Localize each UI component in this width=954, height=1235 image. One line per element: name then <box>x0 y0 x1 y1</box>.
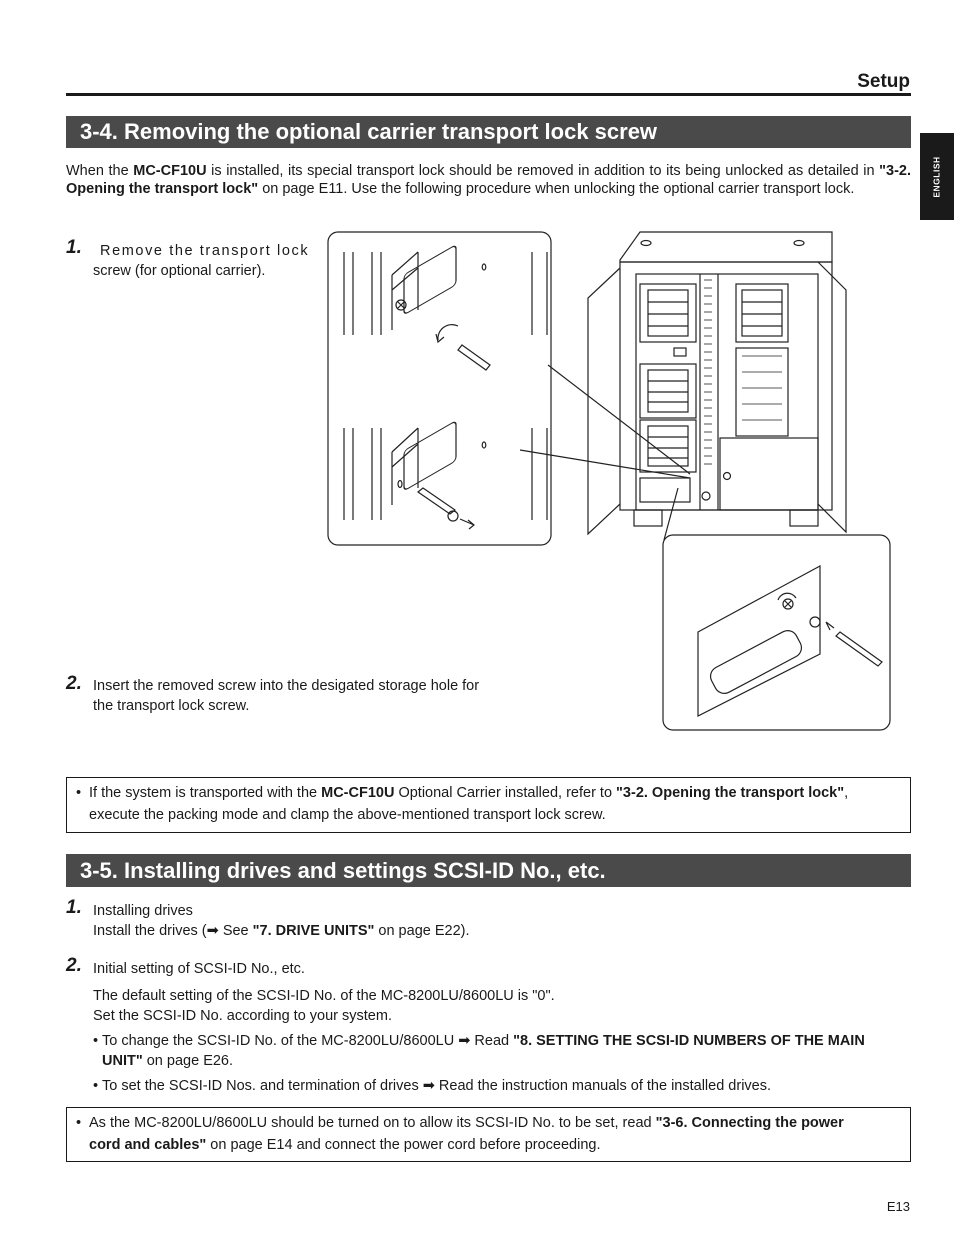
note-box-power: • As the MC-8200LU/8600LU should be turned on to allow its SCSI-ID No. to be set, read "3-6. Connecting the power cord and cables" on page E14 and connect the power cord before proceeding. <box>66 1107 911 1162</box>
s2-bullet-1-line2: UNIT" on page E26. <box>102 1053 234 1069</box>
step-2-text-line1: Insert the removed screw into the desigated storage hole for <box>93 678 480 694</box>
step-1-number: 1. <box>66 237 82 258</box>
s2-step-1-number: 1. <box>66 897 82 918</box>
note-1-line2: execute the packing mode and clamp the above-mentioned transport lock screw. <box>89 807 606 824</box>
note-2-line1: As the MC-8200LU/8600LU should be turned on to allow its SCSI-ID No. to be set, read "3-6. Connecting the power <box>89 1115 844 1131</box>
page-number: E13 <box>886 1199 910 1214</box>
detail-box-remove-screw <box>328 232 551 545</box>
left-door <box>588 268 620 534</box>
arrow-right-icon: ➡ <box>206 923 219 939</box>
s2-bullet-2-marker: • <box>93 1078 99 1094</box>
language-tab-label: ENGLISH <box>931 155 942 198</box>
s2-step-2-number: 2. <box>66 955 82 976</box>
note-1-line1: If the system is transported with the MC-CF10U Optional Carrier installed, refer to "3-2. Opening the transport lock", <box>89 785 849 801</box>
s2-step-1-detail: Install the drives (➡ See "7. DRIVE UNITS" on page E22). <box>93 923 470 939</box>
s2-bullet-1-line1: To change the SCSI-ID No. of the MC-8200LU/8600LU ➡ Read "8. SETTING THE SCSI-ID NUMBERS OF THE MAIN <box>102 1033 865 1049</box>
storage-panel <box>698 566 820 716</box>
s2-step-2-para-line1: The default setting of the SCSI-ID No. of the MC-8200LU/8600LU is "0". <box>93 988 555 1004</box>
step-2-number: 2. <box>66 673 82 694</box>
s2-step-2-para-line2: Set the SCSI-ID No. according to your system. <box>93 1008 392 1024</box>
s2-bullet-1-marker: • <box>93 1033 99 1049</box>
s2-step-1-title: Installing drives <box>93 903 193 919</box>
arrow-right-icon: ➡ <box>422 1078 435 1094</box>
intro-paragraph: When the MC-CF10U is installed, its special transport lock should be removed in addition to its being unlocked as detailed in "3-2. Opening the transport lock" on page E11. Use the following procedure when unlocking the optional carrier transport lock. <box>66 163 911 198</box>
section-heading-3-4: 3-4. Removing the optional carrier transport lock screw <box>66 116 911 148</box>
note-2-line2: cord and cables" on page E14 and connect the power cord before proceeding. <box>89 1137 601 1154</box>
note-box-transport: • If the system is transported with the MC-CF10U Optional Carrier installed, refer to "3-2. Opening the transport lock", execute the packing mode and clamp the above-mentioned transport lock screw. <box>66 777 911 833</box>
step-1-text-line2: screw (for optional carrier). <box>93 263 266 279</box>
header-section-title: Setup <box>857 71 910 92</box>
screwdriver-icon <box>458 345 490 370</box>
step-1-text-line1: Remove the transport lock <box>100 243 310 259</box>
arrow-right-icon: ➡ <box>458 1033 471 1049</box>
s2-bullet-2-text: To set the SCSI-ID Nos. and termination of drives ➡ Read the instruction manuals of the installed drives. <box>102 1078 772 1094</box>
detail-box-store-screw <box>663 535 890 730</box>
s2-step-2-title: Initial setting of SCSI-ID No., etc. <box>93 961 305 977</box>
cabinet-top <box>620 232 832 262</box>
step-2-text-line2: the transport lock screw. <box>93 698 250 714</box>
section-heading-3-5: 3-5. Installing drives and settings SCSI-ID No., etc. <box>66 854 911 887</box>
